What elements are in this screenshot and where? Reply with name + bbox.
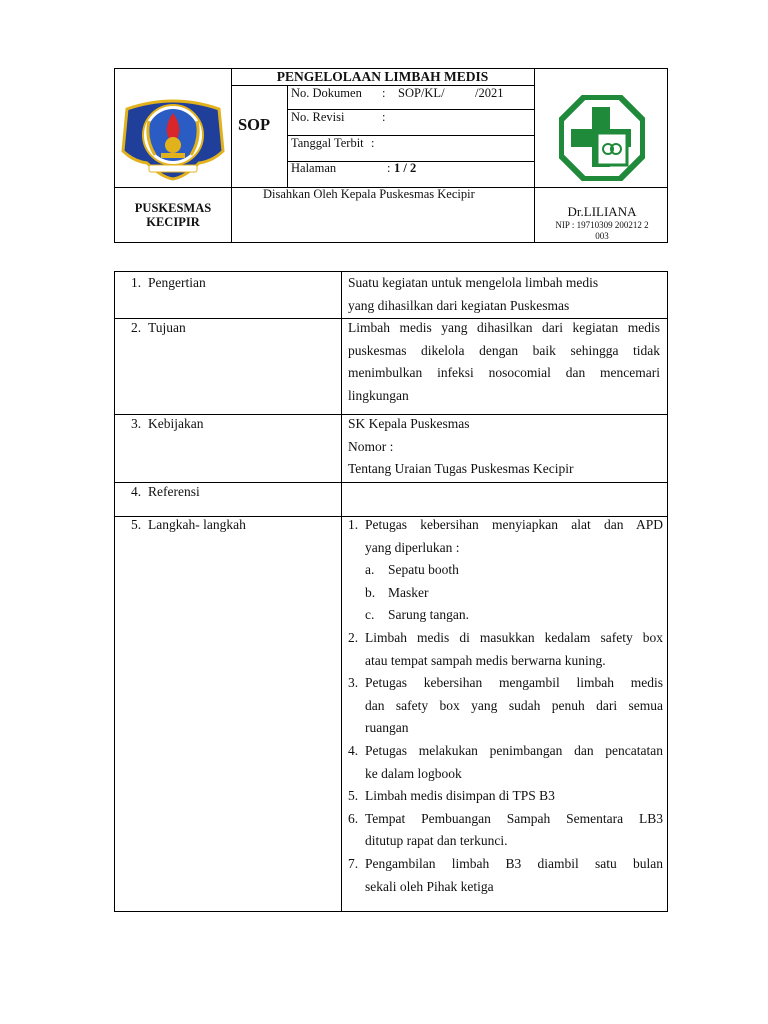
row-label: Kebijakan <box>148 416 204 431</box>
approval-text: Disahkan Oleh Kepala Puskesmas Kecipir <box>263 187 475 201</box>
step-line: ke dalam logbook <box>365 765 462 781</box>
row-number: 5. <box>131 517 142 532</box>
step-number: 4. <box>348 742 359 758</box>
sub-item <box>365 582 663 605</box>
sub-item <box>365 559 663 582</box>
step-item <box>348 672 663 740</box>
step-line: Pengambilan limbah B3 diambil satu bulan <box>365 855 663 871</box>
document-title: PENGELOLAAN LIMBAH MEDIS <box>276 69 489 84</box>
step-line: yang diperlukan : <box>365 539 460 555</box>
step-line: ruangan <box>365 720 409 736</box>
content-line: yang dihasilkan dari kegiatan Puskesmas <box>348 297 570 313</box>
step-line: Limbah medis disimpan di TPS B3 <box>365 788 555 804</box>
row-number: 3. <box>131 416 142 431</box>
sub-item-marker: c. <box>365 607 375 623</box>
puskesmas-logo <box>559 95 645 181</box>
step-item <box>348 627 663 672</box>
row-label: Tujuan <box>148 320 186 335</box>
step-number: 2. <box>348 629 359 645</box>
signer-name: Dr.LILIANA <box>567 204 637 219</box>
row-number: 2. <box>131 320 142 335</box>
organization-name-line1: PUSKESMAS <box>134 201 212 215</box>
step-number: 7. <box>348 855 359 871</box>
step-line: Petugas kebersihan mengambil limbah medis <box>365 675 663 691</box>
sop-content-table <box>114 271 668 912</box>
sub-item-text: Masker <box>388 584 429 600</box>
step-number: 5. <box>348 788 359 804</box>
step-line: atau tempat sampah medis berwarna kuning. <box>365 652 606 668</box>
step-line: Petugas melakukan penimbangan dan pencatatan <box>365 742 663 758</box>
step-item <box>348 853 663 898</box>
page-label: Halaman <box>291 161 337 175</box>
sop-label: SOP <box>238 115 271 134</box>
revision-label: No. Revisi <box>291 110 345 124</box>
step-line: Tempat Pembuangan Sampah Sementara LB3 <box>365 810 663 826</box>
doc-number-year: /2021 <box>475 86 504 100</box>
step-line: ditutup rapat dan terkunci. <box>365 833 508 849</box>
content-line: menimbulkan infeksi nosocomial dan mencemari <box>348 365 660 381</box>
content-line: Suatu kegiatan untuk mengelola limbah medis <box>348 275 599 290</box>
step-line: Petugas kebersihan menyiapkan alat dan APD <box>365 517 663 532</box>
step-number: 6. <box>348 810 359 826</box>
revision-colon: : <box>382 110 386 124</box>
step-number: 1. <box>348 517 359 532</box>
doc-number-colon: : <box>382 86 386 100</box>
step-line: sekali oleh Pihak ketiga <box>365 878 494 894</box>
step-item <box>348 740 663 785</box>
sub-item-marker: b. <box>365 584 376 600</box>
signer-nip-line2: 003 <box>595 231 609 241</box>
step-number: 3. <box>348 675 359 691</box>
sub-item-text: Sepatu booth <box>388 562 459 578</box>
sub-item-text: Sarung tangan. <box>388 607 469 623</box>
content-line: Limbah medis yang dihasilkan dari kegiatan medis <box>348 320 660 335</box>
regency-emblem-logo <box>119 91 227 183</box>
langkah-steps <box>348 514 663 898</box>
step-line: dan safety box yang sudah penuh dari semua <box>365 697 663 713</box>
sub-item <box>365 604 663 627</box>
organization-name-line2: KECIPIR <box>146 215 200 229</box>
page-value: 1 / 2 <box>394 161 417 175</box>
pengertian-content <box>348 272 660 317</box>
doc-number-value: SOP/KL/ <box>398 86 445 100</box>
content-line: SK Kepala Puskesmas <box>348 416 470 431</box>
row-number: 1. <box>131 275 142 290</box>
step-item <box>348 785 663 808</box>
content-line: Tentang Uraian Tugas Puskesmas Kecipir <box>348 461 574 477</box>
row-label: Referensi <box>148 484 200 499</box>
tujuan-content <box>348 317 660 407</box>
sop-header <box>114 68 668 243</box>
page-colon: : <box>387 161 391 175</box>
content-line: Nomor : <box>348 438 394 454</box>
row-label: Langkah- langkah <box>148 517 246 532</box>
content-line: lingkungan <box>348 387 409 403</box>
doc-number-label: No. Dokumen <box>291 86 362 100</box>
step-line: Limbah medis di masukkan kedalam safety box <box>365 629 663 645</box>
issue-date-colon: : <box>371 136 375 150</box>
kebijakan-content <box>348 413 660 481</box>
row-number: 4. <box>131 484 142 499</box>
content-line: puskesmas dikelola dengan baik sehingga tidak <box>348 342 660 358</box>
step-item <box>348 514 663 627</box>
sub-item-marker: a. <box>365 562 375 578</box>
step-item <box>348 808 663 853</box>
row-label: Pengertian <box>148 275 206 290</box>
issue-date-label: Tanggal Terbit <box>291 136 364 150</box>
signer-nip-line1: NIP : 19710309 200212 2 <box>555 220 649 230</box>
